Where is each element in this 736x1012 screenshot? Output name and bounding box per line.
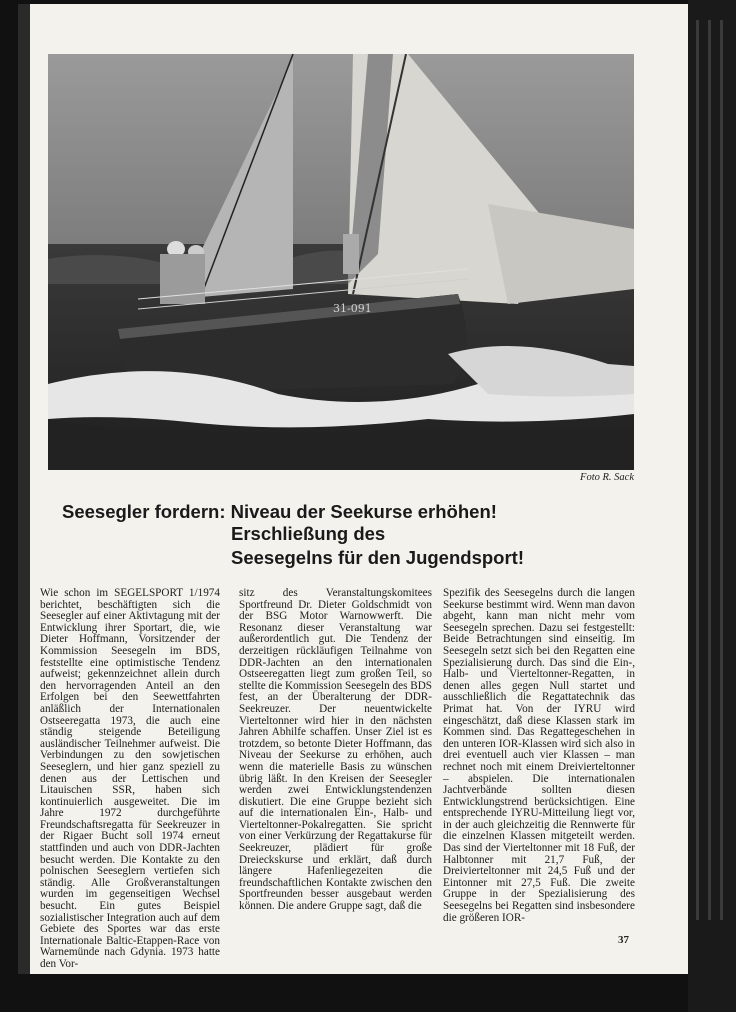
headline-line-1: Seesegler fordern: Niveau der Seekurse erhöhen! bbox=[62, 501, 497, 522]
body-column-1: Wie schon im SEGELSPORT 1/1974 berichtet, beschäftigten sich die Seesegler auf einer Aktivtagung mit der Entwicklung ihrer Sportart, die, wie Dieter Hoffmann, Vorsitzender der Kommission Seesegeln im BDS, feststellte eine optimistische Tendenz aufweist; gekennzeichnet allein durch den hervorragenden Anteil an den Erfolgen bei den Seewettfahrten anläßlich der Internationalen Ostseeregatta 1973, die auch eine ständig steigende Beteiligung ausländischer Teilnehmer aufweist. Die Verbindungen zu den sowjetischen Seeseglern, und hier ganz speziell zu denen aus der Lettischen und Litauischen SSR, haben sich kontinuierlich ausgeweitet. Die im Jahre 1972 durchgeführte Freundschaftsregatta für Seekreuzer in der Rigaer Bucht soll 1974 erneut stattfinden und auch von DDR-Jachten besucht werden. Die Kontakte zu den polnischen Seeseglern vertiefen sich ständig. Alle Großveranstaltungen wurden im gegenseitigen Wechsel besucht. Ein gutes Beispiel sozialistischer Integration auch auf dem Gebiete des Sportes war das erste Internationale Baltic-Etappen-Race von Warnemünde nach Gdynia. 1973 hatte den Vor- bbox=[40, 587, 220, 970]
sailing-yacht-photo bbox=[48, 54, 634, 470]
yacht-illustration bbox=[48, 54, 634, 470]
body-column-3: Spezifik des Seesegelns durch die langen Seekurse bestimmt wird. Wenn man davon abgeht, kann man nicht mehr vom Seesegeln sprechen. Dazu sei festgestellt: Beide Betrachtungen sind einseitig. Im Seesegeln setzt sich bei den Regatten eine Spezialisierung durch. Das sind die Ein-, Halb- und Vierteltonner-Regatten, in denen alles gegen Null startet und ausschließlich die Regattatechnik das Primat hat. Von der IYRU wird eingeschätzt, daß diese Klassen stark im Kommen sind. Das Regattegeschehen in den unteren IOR-Klassen wird sich also in drei eventuell auch vier Klassen – man rechnet noch mit einem Dreivierteltonner – abspielen. Die internationalen Jachtverbände sollten diesen Entwicklungstrend berücksichtigen. Eine entsprechende IYRU-Mitteilung liegt vor, in der auch gleichzeitig die Rennwerte für die einzelnen Klassen mitgeteilt werden. Das sind der Vierteltonner mit 18 Fuß, der Halbtonner mit 21,7 Fuß, der Dreivierteltonner mit 24,5 Fuß und der Eintonner mit 27,5 Fuß. Die zweite Gruppe in der Spezialisierung des Seesegelns bei Regatten sind insbesondere die größeren IOR- bbox=[443, 587, 635, 924]
magazine-page bbox=[18, 4, 688, 974]
book-binding-edge bbox=[688, 0, 736, 1012]
hull-number: 31-091 bbox=[333, 302, 372, 315]
binding-hole-bottom bbox=[2, 616, 16, 634]
headline-line-3: Seesegelns für den Jugendsport! bbox=[231, 547, 524, 568]
page-edge-shadow bbox=[18, 4, 30, 974]
binding-hole-top bbox=[2, 342, 16, 360]
page-number: 37 bbox=[618, 934, 629, 946]
body-column-2: sitz des Veranstaltungskomitees Sportfreund Dr. Dieter Goldschmidt von der BSG Motor Warnowwerft. Die Resonanz dieser Veranstaltung war außerordentlich gut. Die Tendenz der derzeitigen rückläufigen Teilnahme von DDR-Jachten an den internationalen Ostseeregatten liegt zum großen Teil, so stellte die Kommission Seesegeln des BDS fest, an der Überalterung der DDR-Seekreuzer. Der neuentwickelte Vierteltonner wird hier in den nächsten Jahren Abhilfe schaffen. Unser Ziel ist es trotzdem, so betonte Dieter Hoffmann, das Niveau der Seekurse zu erhöhen, auch wenn die materielle Basis zu wünschen übrig läßt. In den Kreisen der Seesegler werden zwei Entwicklungstendenzen diskutiert. Die eine Gruppe bezieht sich auf die internationalen Ein-, Halb- und Vierteltonner-Pokalregatten. Sie spricht von einer Verkürzung der Regattakurse für Seekreuzer, plädiert für große Dreieckskurse und erklärt, daß durch längere Hafenliegezeiten die freundschaftlichen Kontakte zwischen den Sportfreunden besser ausgebaut werden können. Die andere Gruppe sagt, daß die bbox=[239, 587, 432, 913]
photo-credit: Foto R. Sack bbox=[580, 472, 634, 483]
headline-line-2: Erschließung des bbox=[231, 523, 386, 544]
